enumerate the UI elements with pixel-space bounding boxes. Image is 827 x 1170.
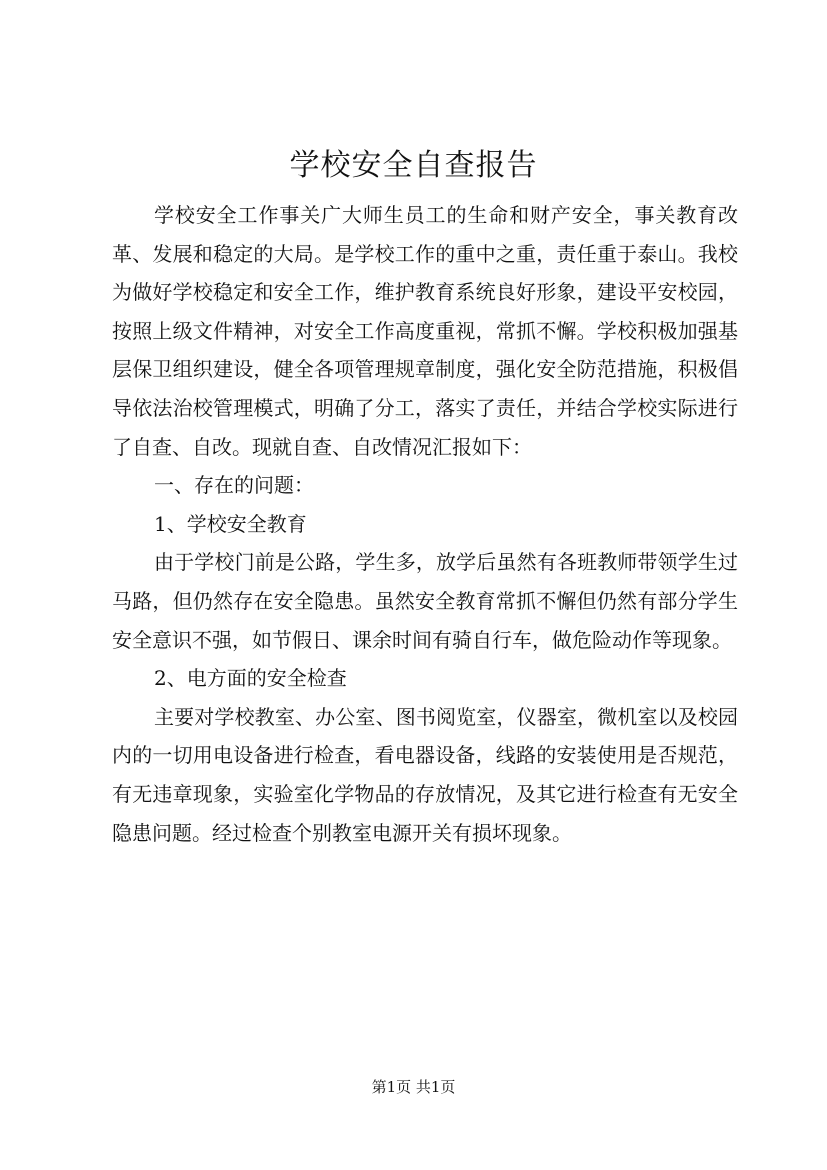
subsection-heading-electrical-check: 2、电方面的安全检查 [154, 666, 347, 691]
document-title: 学校安全自查报告 [289, 148, 538, 183]
page-number-footer: 第1页 共1页 [371, 1078, 456, 1096]
subsection-heading-safety-education: 1、学校安全教育 [154, 511, 307, 536]
document-body [112, 196, 738, 852]
paragraph-safety-education: 由于学校门前是公路，学生多，放学后虽然有各班教师带领学生过马路，但仍然存在安全隐患。虽然安全教育常抓不懈但仍然有部分学生安全意识不强，如节假日、课余时间有骑自行车，做危险动作等现象。 [112, 550, 738, 652]
section-heading-problems: 一、存在的问题： [154, 473, 314, 498]
paragraph-electrical-check: 主要对学校教室、办公室、图书阅览室，仪器室，微机室以及校园内的一切用电设备进行检查，看电器设备，线路的安装使用是否规范，有无违章现象，实验室化学物品的存放情况，及其它进行检查有无安全隐患问题。经过检查个别教室电源开关有损坏现象。 [112, 704, 738, 845]
paragraph-intro: 学校安全工作事关广大师生员工的生命和财产安全，事关教育改革、发展和稳定的大局。是学校工作的重中之重，责任重于泰山。我校为做好学校稳定和安全工作，维护教育系统良好形象，建设平安校园，按照上级文件精神，对安全工作高度重视，常抓不懈。学校积极加强基层保卫组织建设，健全各项管理规章制度，强化安全防范措施，积极倡导依法治校管理模式，明确了分工，落实了责任，并结合学校实际进行了自查、自改。现就自查、自改情况汇报如下： [112, 203, 738, 459]
